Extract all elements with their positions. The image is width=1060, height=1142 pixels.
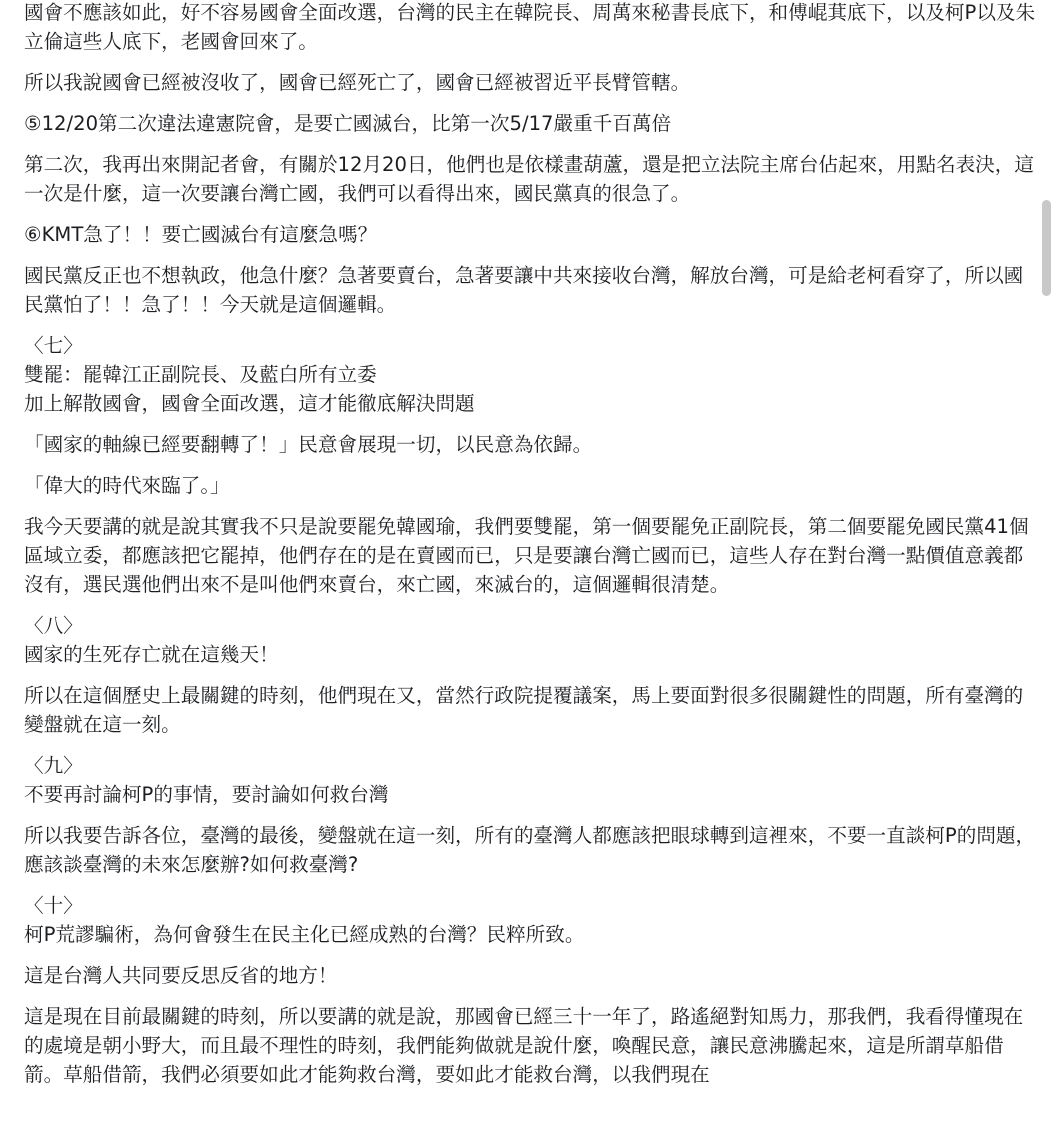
post-paragraph: 這是台灣人共同要反思反省的地方！ — [24, 964, 338, 987]
post-paragraph: 所以在這個歷史上最關鍵的時刻，他們現在又，當然行政院提覆議案，馬上要面對很多很關鍵性的問題，所有臺灣的變盤就在這一刻。 — [24, 684, 1024, 736]
post-paragraph: 我今天要講的就是說其實我不只是說要罷免韓國瑜，我們要雙罷，第一個要罷免正副院長，第二個要罷免國民黨41個區域立委，都應該把它罷掉，他們存在的是在賣國而已，只是要讓台灣亡國而已，這些人存在對台灣一點價值意義都沒有，選民選他們出來不是叫他們來賣台，來亡國，來滅台的，這個邏輯很清楚。 — [24, 515, 1029, 596]
post-paragraph: 〈十〉 柯P荒謬騙術，為何會發生在民主化已經成熟的台灣？民粹所致。 — [24, 894, 585, 946]
post-body — [24, 0, 1038, 1101]
post-paragraph: 「國家的軸線已經要翻轉了！」民意會展現一切，以民意為依歸。 — [24, 433, 593, 456]
post-paragraph: 第二次，我再出來開記者會，有關於12月20日，他們也是依樣畫葫蘆，還是把立法院主席台佔起來，用點名表決，這一次是什麼，這一次要讓台灣亡國，我們可以看得出來，國民黨真的很急了。 — [24, 153, 1034, 205]
scrollbar-thumb[interactable] — [1042, 200, 1051, 296]
post-paragraph: 這是現在目前最關鍵的時刻，所以要講的就是說，那國會已經三十一年了，路遙絕對知馬力，那我們，我看得懂現在的處境是朝小野大，而且最不理性的時刻，我們能夠做就是說什麼，喚醒民意，讓民意沸騰起來，這是所謂草船借箭。草船借箭，我們必須要如此才能夠救台灣，要如此才能救台灣，以我們現在 — [24, 1005, 1024, 1086]
post-paragraph: 〈九〉 不要再討論柯P的事情，要討論如何救台灣 — [24, 754, 389, 806]
post-paragraph: 「偉大的時代來臨了。」 — [24, 474, 230, 497]
post-paragraph: ⑥KMT急了！！要亡國滅台有這麼急嗎？ — [24, 223, 378, 246]
post-paragraph: 國民黨反正也不想執政，他急什麼？急著要賣台，急著要讓中共來接收台灣，解放台灣，可是給老柯看穿了，所以國民黨怕了！！急了！！今天就是這個邏輯。 — [24, 264, 1024, 316]
post-paragraph: 所以我要告訴各位，臺灣的最後，變盤就在這一刻，所有的臺灣人都應該把眼球轉到這裡來，不要一直談柯P的問題，應該談臺灣的未來怎麼辦?如何救臺灣? — [24, 824, 1036, 876]
post-paragraph: 〈七〉 雙罷：罷韓江正副院長、及藍白所有立委 加上解散國會，國會全面改選，這才能徹底解決問題 — [24, 334, 475, 415]
post-paragraph: ⑤12/20第二次違法違憲院會，是要亡國滅台，比第一次5/17嚴重千百萬倍 — [24, 112, 672, 135]
post-paragraph: 國會不應該如此，好不容易國會全面改選，台灣的民主在韓院長、周萬來秘書長底下，和傅崐萁底下，以及柯P以及朱立倫這些人底下，老國會回來了。 — [24, 1, 1036, 53]
post-paragraph: 〈八〉 國家的生死存亡就在這幾天！ — [24, 614, 279, 666]
post-paragraph: 所以我說國會已經被沒收了，國會已經死亡了，國會已經被習近平長臂管轄。 — [24, 71, 691, 94]
